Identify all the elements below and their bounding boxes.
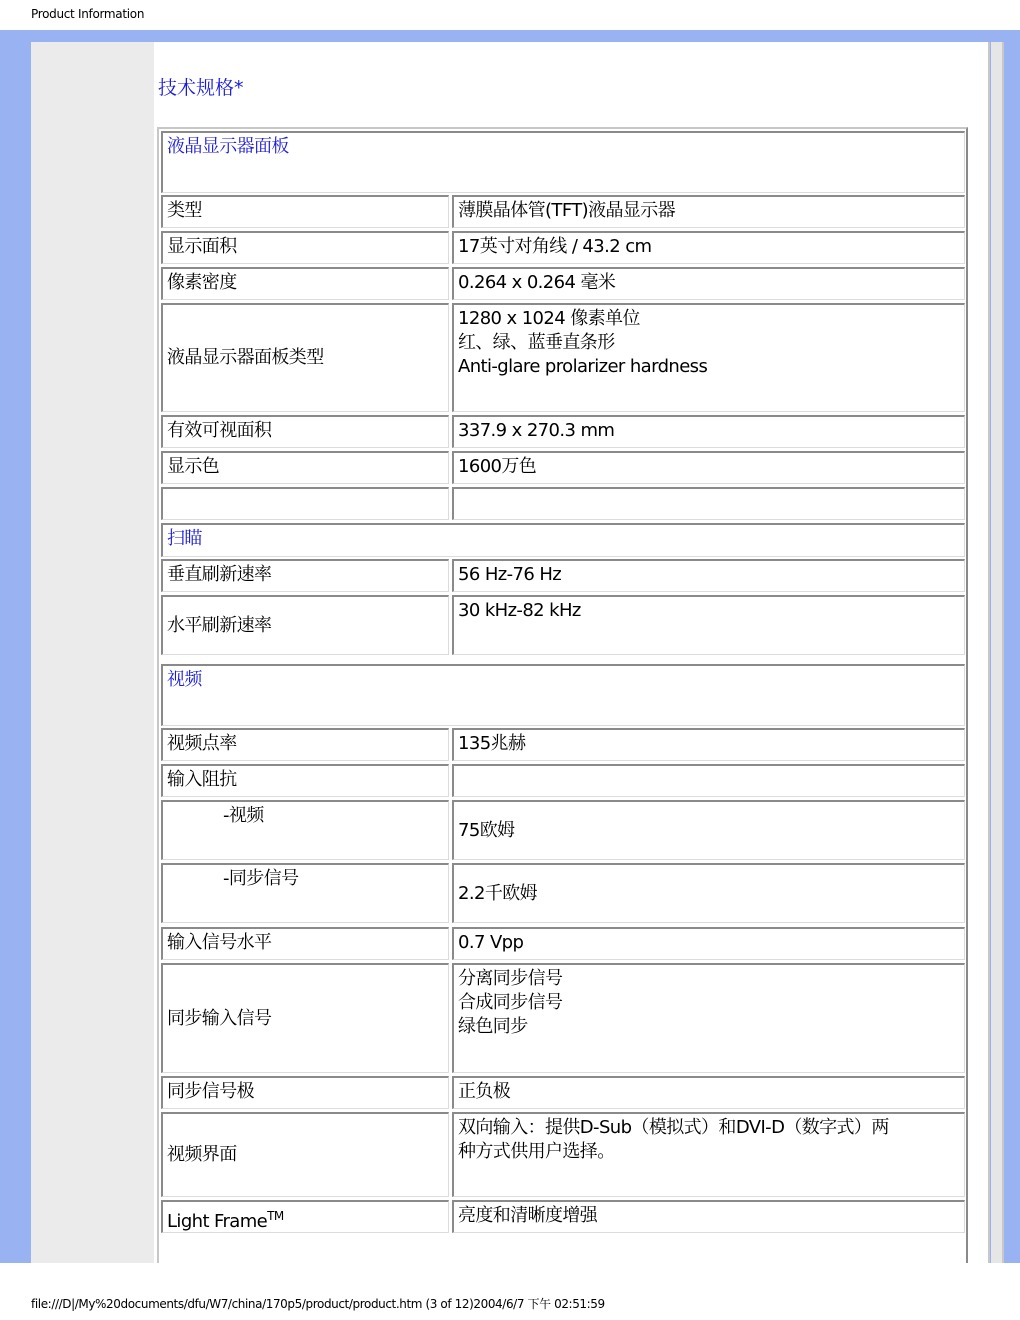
spec-value-interface (452, 1112, 965, 1197)
value-line: 分离同步信号 (458, 968, 563, 989)
value-text: 30 kHz-82 kHz (458, 600, 581, 621)
spec-value-imp-sync (452, 863, 965, 923)
section-title: 视频 (167, 669, 202, 690)
label-text: 液晶显示器面板类型 (167, 347, 324, 368)
spec-label-lightframe (161, 1200, 449, 1233)
value-text: 0.7 Vpp (458, 932, 524, 953)
label-text: 视频点率 (167, 733, 237, 754)
label-text: 同步输入信号 (167, 1007, 272, 1029)
spec-value-input-level (452, 927, 965, 960)
value-text: 337.9 x 270.3 mm (458, 420, 615, 441)
scrollbar-edge-right (1002, 42, 1004, 1263)
spec-label-view-area (161, 415, 449, 448)
scrollbar-track[interactable] (991, 42, 1002, 1263)
value-text: 135兆赫 (458, 733, 526, 754)
label-text: 垂直刷新速率 (167, 564, 272, 585)
value-text: 亮度和清晰度增强 (458, 1205, 598, 1226)
spec-empty-right (452, 487, 965, 520)
spec-label-interface (161, 1112, 449, 1197)
value-text: 薄膜晶体管(TFT)液晶显示器 (458, 200, 676, 221)
window-title: Product Information (31, 7, 145, 21)
value-text: 75欧姆 (458, 819, 515, 841)
value-line: 红、绿、蓝垂直条形 (458, 332, 615, 353)
spec-label-hfreq (161, 595, 449, 655)
label-text: 显示面积 (167, 236, 237, 257)
value-line: 合成同步信号 (458, 992, 563, 1013)
spec-value-colors (452, 451, 965, 484)
spec-label-vfreq (161, 559, 449, 592)
spec-value-hfreq (452, 595, 965, 655)
spec-label-colors (161, 451, 449, 484)
value-line: 双向输入：提供D-Sub（模拟式）和DVI-D（数字式）两 (458, 1117, 889, 1138)
spec-label-dot-rate (161, 728, 449, 761)
section-header-scan (161, 523, 965, 557)
left-sidebar (31, 42, 154, 1263)
spec-label-pitch (161, 267, 449, 300)
section-header-panel (161, 131, 965, 193)
spec-value-lightframe (452, 1200, 965, 1233)
section-title: 液晶显示器面板 (167, 136, 289, 157)
value-text: 2.2千欧姆 (458, 882, 538, 904)
label-text: Light Frame (167, 1211, 268, 1232)
label-text: 类型 (167, 200, 202, 221)
spec-value-impedance (452, 764, 965, 797)
spec-label-input-level (161, 927, 449, 960)
label-text: 有效可视面积 (167, 420, 272, 441)
value-text: 正负极 (458, 1081, 511, 1102)
spec-label-sync-polarity (161, 1076, 449, 1109)
section-title: 扫瞄 (167, 528, 202, 549)
label-text: 水平刷新速率 (167, 614, 272, 636)
spec-value-pitch (452, 267, 965, 300)
page-title: 技术规格* (158, 77, 244, 99)
spec-label-impedance (161, 764, 449, 797)
spec-value-size (452, 231, 965, 264)
value-text: 17英寸对角线 / 43.2 cm (458, 236, 652, 257)
value-line: Anti-glare prolarizer hardness (458, 356, 708, 377)
spec-value-dot-rate (452, 728, 965, 761)
spec-value-vfreq (452, 559, 965, 592)
spec-value-view-area (452, 415, 965, 448)
spec-label-imp-sync (161, 863, 449, 923)
label-text: -同步信号 (223, 868, 299, 889)
spec-label-sync-input (161, 963, 449, 1073)
trademark-sup: TM (267, 1209, 284, 1223)
value-line: 种方式供用户选择。 (458, 1141, 615, 1162)
label-text: 像素密度 (167, 272, 237, 293)
value-text: 0.264 x 0.264 毫米 (458, 272, 616, 293)
scrollbar-edge (988, 42, 990, 1263)
spec-label-size (161, 231, 449, 264)
value-text: 1600万色 (458, 456, 537, 477)
label-text: 输入信号水平 (167, 932, 272, 953)
spec-label-panel-type (161, 303, 449, 412)
spec-label-imp-video (161, 800, 449, 860)
spec-value-imp-video (452, 800, 965, 860)
spec-value-type (452, 195, 965, 228)
label-text: -视频 (223, 805, 264, 826)
label-text: 同步信号极 (167, 1081, 254, 1102)
label-text: 视频界面 (167, 1144, 237, 1165)
spec-label-type (161, 195, 449, 228)
section-header-video (161, 664, 965, 726)
label-text: 输入阻抗 (167, 769, 237, 790)
value-line: 绿色同步 (458, 1016, 528, 1037)
spec-value-sync-input (452, 963, 965, 1073)
spec-value-panel-type (452, 303, 965, 412)
value-line: 1280 x 1024 像素单位 (458, 308, 640, 329)
spec-value-sync-polarity (452, 1076, 965, 1109)
spec-empty-left (161, 487, 449, 520)
value-text: 56 Hz-76 Hz (458, 564, 562, 585)
file-path-footer: file:///D|/My%20documents/dfu/W7/china/170p5/product/product.htm (3 of 12)2004/6/7 下午 02:51:59 (31, 1297, 605, 1311)
label-text: 显示色 (167, 456, 220, 477)
